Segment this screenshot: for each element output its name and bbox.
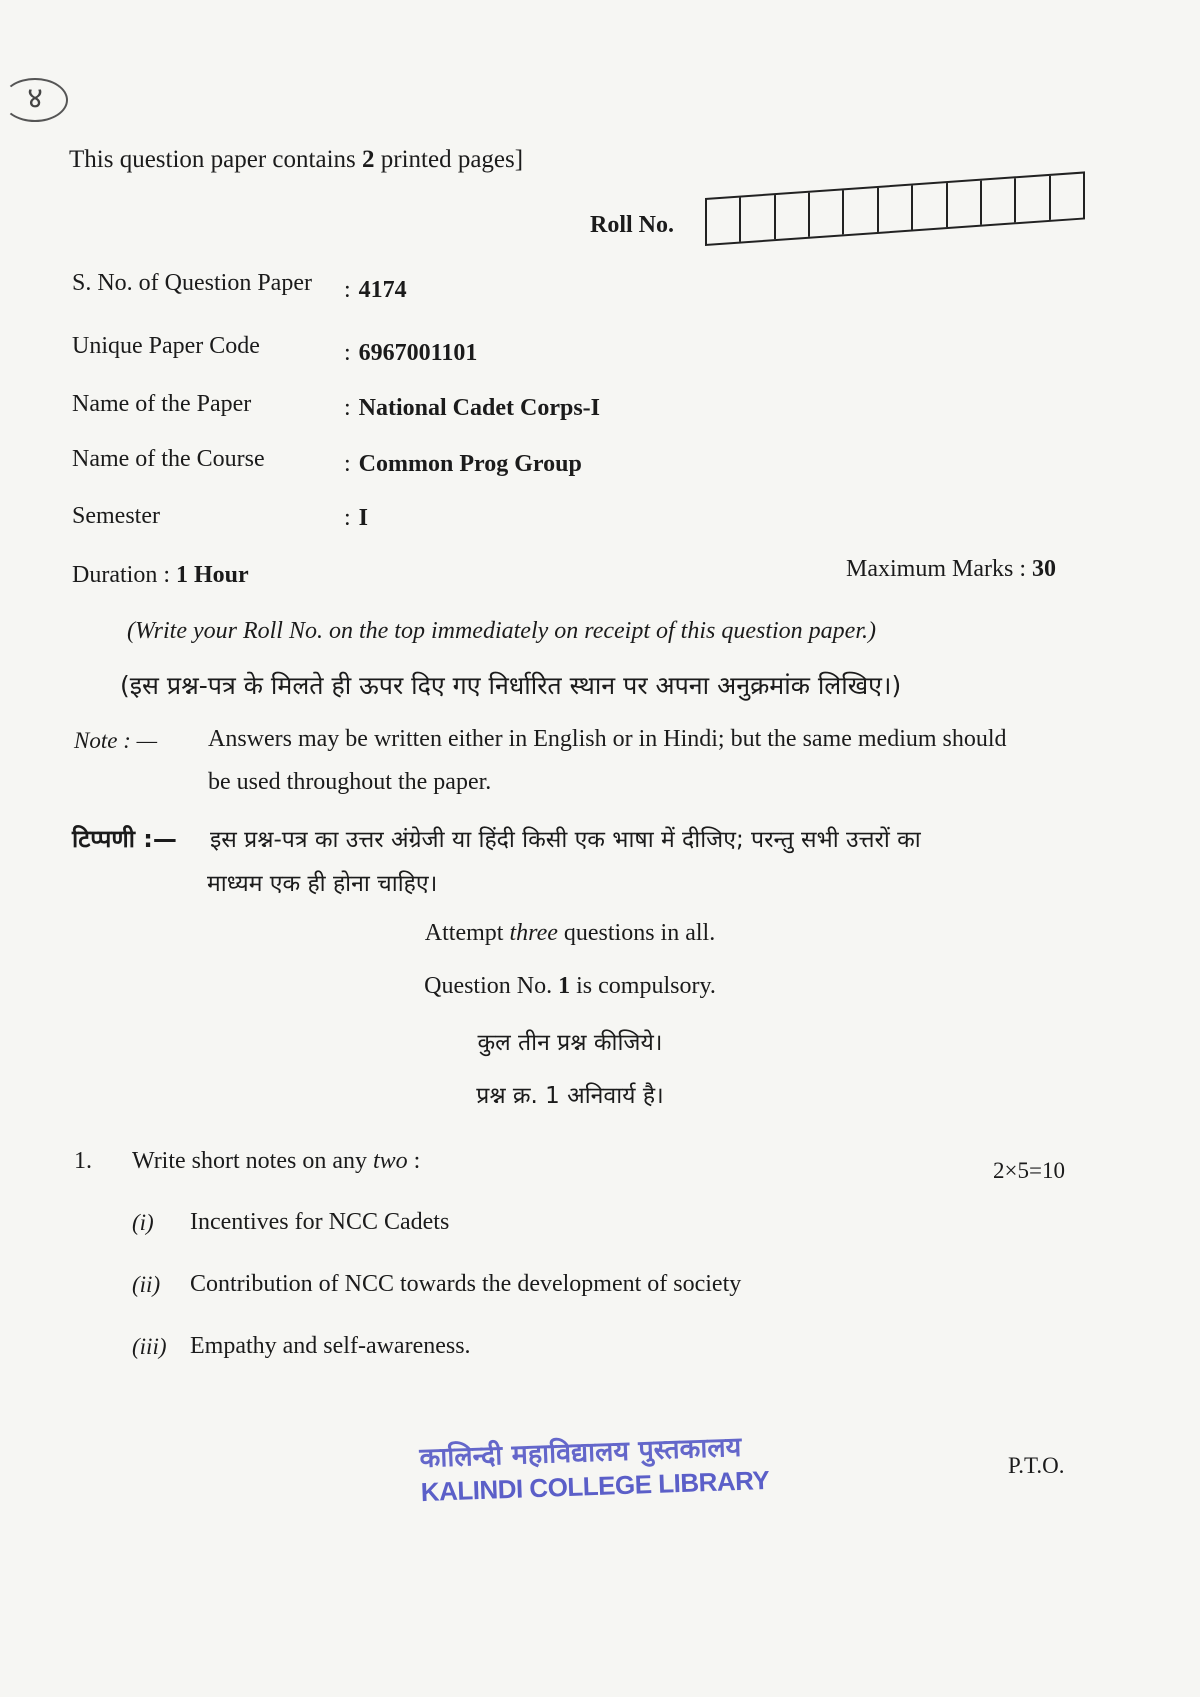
roll-cell[interactable] xyxy=(948,181,982,227)
roll-cell[interactable] xyxy=(1016,176,1050,222)
roll-cell[interactable] xyxy=(982,178,1016,224)
question-marks: 2×5=10 xyxy=(993,1158,1065,1183)
tippani-text-line2: माध्यम एक ही होना चाहिए। xyxy=(207,871,438,897)
compulsory-instruction-hindi: प्रश्न क्र. 1 अनिवार्य है। xyxy=(476,1083,664,1109)
attempt-instruction: Attempt three questions in all. xyxy=(424,920,716,946)
subpart-number: (iii) xyxy=(132,1334,167,1359)
compulsory-instruction: Question No. 1 is compulsory. xyxy=(424,973,716,999)
printed-pages-note: This question paper contains 2 printed pages] xyxy=(69,146,524,173)
roll-cell[interactable] xyxy=(1051,174,1083,220)
paper-name-value: : National Cadet Corps-I xyxy=(344,395,601,421)
subpart-number: (ii) xyxy=(132,1272,161,1297)
page-number-mark: ४ xyxy=(2,78,68,122)
serial-number-label: S. No. of Question Paper xyxy=(72,270,312,296)
pto-label: P.T.O. xyxy=(1008,1453,1065,1478)
semester-value: : I xyxy=(344,505,369,531)
paper-code-value: : 6967001101 xyxy=(344,340,478,366)
library-stamp-english: KALINDI COLLEGE LIBRARY xyxy=(420,1464,770,1508)
semester-label: Semester xyxy=(72,503,160,529)
roll-cell[interactable] xyxy=(879,185,913,231)
course-name-label: Name of the Course xyxy=(72,446,265,472)
roll-cell[interactable] xyxy=(707,197,741,243)
library-stamp-hindi: कालिन्दी महाविद्यालय पुस्तकालय xyxy=(419,1431,742,1475)
roll-cell[interactable] xyxy=(844,188,878,234)
tippani-text-line1: इस प्रश्न-पत्र का उत्तर अंग्रेजी या हिंदी किसी एक भाषा में दीजिए; परन्तु सभी उत्तरों का xyxy=(210,827,921,853)
library-stamp xyxy=(419,1426,770,1508)
subpart-text: Empathy and self-awareness. xyxy=(190,1333,471,1359)
roll-number-label: Roll No. xyxy=(590,212,674,238)
question-number: 1. xyxy=(74,1148,92,1174)
course-name-value: : Common Prog Group xyxy=(344,451,582,477)
paper-code-label: Unique Paper Code xyxy=(72,333,260,359)
roll-cell[interactable] xyxy=(741,195,775,241)
note-text-line1: Answers may be written either in English or in Hindi; but the same medium should xyxy=(208,726,1007,752)
attempt-instruction-hindi: कुल तीन प्रश्न कीजिये। xyxy=(477,1030,663,1056)
tippani-label: टिप्पणी :— xyxy=(72,825,177,853)
roll-instruction-english: (Write your Roll No. on the top immediately on receipt of this question paper.) xyxy=(127,618,877,644)
question-text: Write short notes on any two : xyxy=(132,1148,421,1174)
serial-number-value: : 4174 xyxy=(344,277,407,303)
duration: Duration : 1 Hour xyxy=(72,562,249,588)
roll-number-boxes[interactable] xyxy=(705,171,1085,246)
note-label: Note : — xyxy=(74,728,158,753)
roll-cell[interactable] xyxy=(913,183,947,229)
subpart-number: (i) xyxy=(132,1210,154,1235)
maximum-marks: Maximum Marks : 30 xyxy=(846,556,1056,582)
roll-cell[interactable] xyxy=(810,190,844,236)
note-text-line2: be used throughout the paper. xyxy=(208,769,492,795)
subpart-text: Contribution of NCC towards the development of society xyxy=(190,1271,742,1297)
roll-cell[interactable] xyxy=(776,193,810,239)
paper-name-label: Name of the Paper xyxy=(72,391,252,417)
roll-instruction-hindi: (इस प्रश्न-पत्र के मिलते ही ऊपर दिए गए निर्धारित स्थान पर अपना अनुक्रमांक लिखिए।) xyxy=(120,671,902,700)
subpart-text: Incentives for NCC Cadets xyxy=(190,1209,450,1235)
